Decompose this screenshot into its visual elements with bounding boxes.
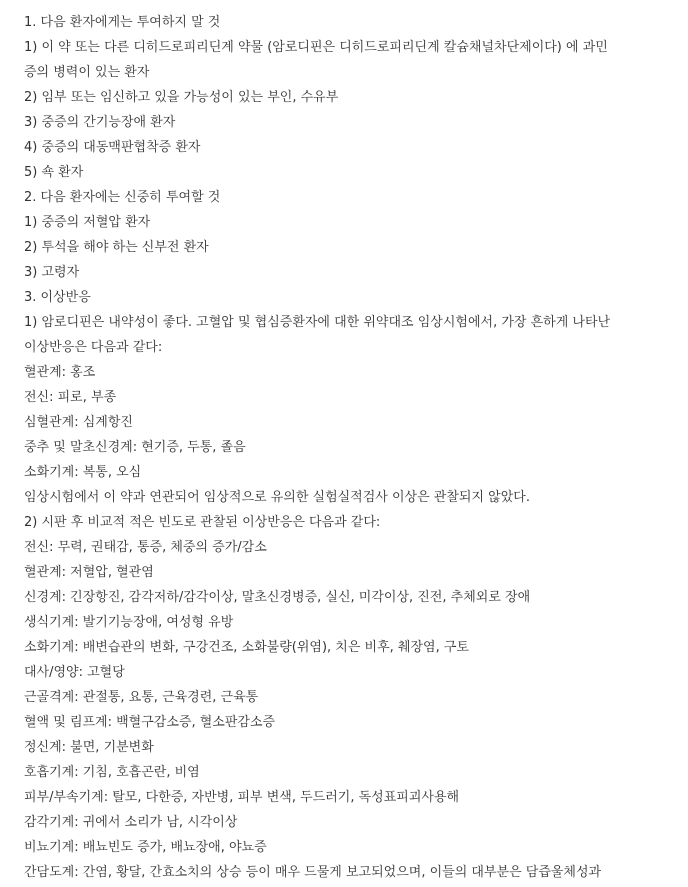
postmarketing-digestive: 소화기계: 배변습관의 변화, 구강건조, 소화불량(위염), 치은 비후, 췌장염, 구토	[24, 640, 469, 655]
contraindication-item-1-cont: 증의 병력이 있는 환자	[24, 65, 150, 80]
contraindication-item-5: 5) 쇽 환자	[24, 165, 84, 180]
postmarketing-blood: 혈액 및 림프계: 백혈구감소증, 혈소판감소증	[24, 715, 276, 730]
contraindication-item-3: 3) 중증의 간기능장애 환자	[24, 115, 176, 130]
adverse-cardiac: 심혈관계: 심계항진	[24, 415, 133, 430]
document-body	[24, 10, 684, 885]
adverse-paragraph-1: 1) 암로디핀은 내약성이 좋다. 고혈압 및 협심증환자에 대한 위약대조 임상시험에서, 가장 흔하게 나타난	[24, 315, 611, 330]
adverse-general: 전신: 피로, 부종	[24, 390, 117, 405]
postmarketing-respiratory: 호흡기계: 기침, 호흡곤란, 비염	[24, 765, 200, 780]
postmarketing-reproductive: 생식기계: 발기기능장애, 여성형 유방	[24, 615, 234, 630]
adverse-vascular: 혈관계: 홍조	[24, 365, 96, 380]
postmarketing-intro: 2) 시판 후 비교적 적은 빈도로 관찰된 이상반응은 다음과 같다:	[24, 515, 381, 530]
postmarketing-metabolic: 대사/영양: 고혈당	[24, 665, 125, 680]
caution-item-1: 1) 중증의 저혈압 환자	[24, 215, 151, 230]
caution-item-2: 2) 투석을 해야 하는 신부전 환자	[24, 240, 209, 255]
postmarketing-sensory: 감각기계: 귀에서 소리가 남, 시각이상	[24, 815, 238, 830]
heading-adverse-reactions: 3. 이상반응	[24, 290, 91, 305]
postmarketing-vascular: 혈관계: 저혈압, 혈관염	[24, 565, 154, 580]
contraindication-item-4: 4) 중증의 대동맥판협착증 환자	[24, 140, 201, 155]
postmarketing-psychiatric: 정신계: 불면, 기분변화	[24, 740, 154, 755]
postmarketing-general: 전신: 무력, 권태감, 통증, 체중의 증가/감소	[24, 540, 267, 555]
contraindication-item-1: 1) 이 약 또는 다른 디히드로피리딘계 약물 (암로디핀은 디히드로피리딘계 칼슘채널차단제이다) 에 과민	[24, 40, 608, 55]
postmarketing-hepatobiliary: 간담도계: 간염, 황달, 간효소치의 상승 등이 매우 드물게 보고되었으며, 이들의 대부분은 담즙울체성과	[24, 865, 602, 880]
postmarketing-urinary: 비뇨기계: 배뇨빈도 증가, 배뇨장애, 야뇨증	[24, 840, 267, 855]
heading-caution: 2. 다음 환자에는 신중히 투여할 것	[24, 190, 221, 205]
postmarketing-musculoskeletal: 근골격계: 관절통, 요통, 근육경련, 근육통	[24, 690, 259, 705]
postmarketing-skin: 피부/부속기계: 탈모, 다한증, 자반병, 피부 변색, 두드러기, 독성표피괴사용해	[24, 790, 460, 805]
heading-contraindications: 1. 다음 환자에게는 투여하지 말 것	[24, 15, 221, 30]
adverse-lab-note: 임상시험에서 이 약과 연관되어 임상적으로 유의한 실험실적검사 이상은 관찰되지 않았다.	[24, 490, 530, 505]
adverse-paragraph-1-cont: 이상반응은 다음과 같다:	[24, 340, 163, 355]
caution-item-3: 3) 고령자	[24, 265, 80, 280]
postmarketing-nervous: 신경계: 긴장항진, 감각저하/감각이상, 말초신경병증, 실신, 미각이상, 진전, 추체외로 장애	[24, 590, 531, 605]
contraindication-item-2: 2) 임부 또는 임신하고 있을 가능성이 있는 부인, 수유부	[24, 90, 339, 105]
adverse-digestive: 소화기계: 복통, 오심	[24, 465, 142, 480]
adverse-nervous: 중추 및 말초신경계: 현기증, 두통, 졸음	[24, 440, 246, 455]
